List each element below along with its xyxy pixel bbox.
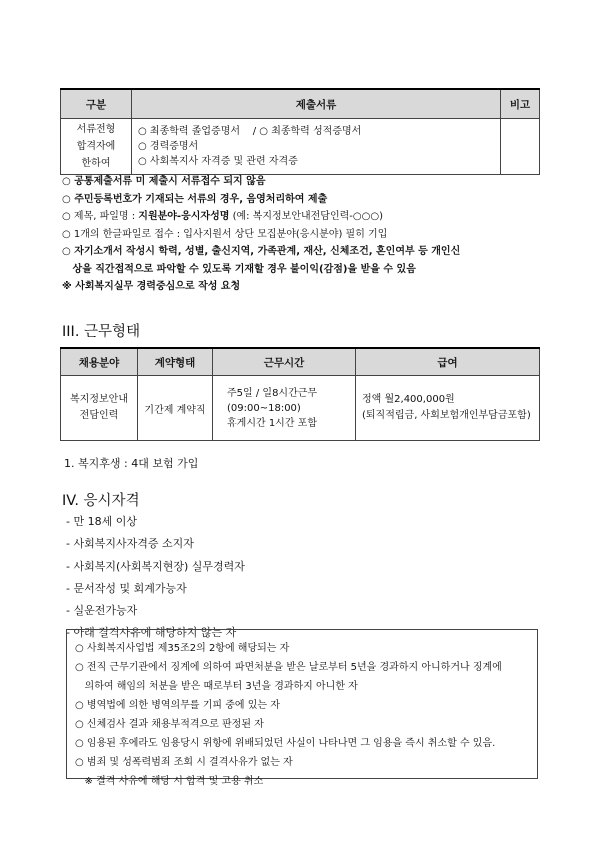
category-line: 서류전형: [76, 124, 116, 135]
pay-line: 정액 월2,400,000원: [362, 394, 455, 405]
note-line: ○ 주민등록번호가 기재되는 서류의 경우, 음영처리하여 제출: [62, 193, 328, 205]
note-text: (예: 복지정보안내전담인력-○○○): [229, 211, 383, 222]
disqualification-list: [75, 639, 502, 791]
doc-line: ○ 경력증명서: [138, 141, 199, 152]
remarks-cell: [501, 119, 540, 175]
list-item: ○ 병역법에 의한 병역의무를 기피 중에 있는 자: [75, 700, 280, 711]
header-category: 구분: [61, 89, 132, 119]
note-bold-text: 지원분야-응시자성명: [138, 211, 230, 222]
pay-cell: [356, 376, 540, 441]
category-line: 합격자에: [76, 141, 116, 152]
documents-cell: [132, 119, 501, 175]
work-type-table: [60, 347, 540, 441]
submission-notes: [62, 173, 542, 296]
list-item: - 만 18세 이상: [66, 515, 137, 528]
disqualification-box: [66, 629, 538, 787]
field-line: 전담인력: [79, 410, 119, 421]
category-line: 한하여: [81, 158, 111, 169]
note-line: 상을 직간접적으로 파악할 수 있도록 기재할 경우 불이익(감점)을 받을 수 있음: [62, 263, 416, 275]
list-item: ○ 신체검사 결과 채용부적격으로 판정된 자: [75, 719, 264, 730]
header-documents: 제출서류: [132, 89, 501, 119]
pay-line: (퇴직적립금, 사회보험개인부담금포함): [362, 410, 531, 421]
contract-cell: 기간제 계약직: [138, 376, 213, 441]
section-title-qualifications: IV. 응시자격: [62, 493, 140, 509]
doc-line: ○ 최종학력 졸업증명서 / ○ 최종학력 성적증명서: [138, 126, 362, 137]
list-item: ○ 전직 근무기관에서 징계에 의하여 파면처분을 받은 날로부터 5년을 경과하지 아니하거나 징계에: [75, 662, 502, 673]
note-line: [62, 208, 542, 226]
list-item: ○ 사회복지사업법 제35조2의 2항에 해당되는 자: [75, 643, 290, 654]
list-item: ○ 범죄 및 성폭력범죄 조회 시 결격사유가 없는 자: [75, 757, 293, 768]
benefit-line: 1. 복지후생 : 4대 보험 가입: [64, 457, 199, 470]
section-title-work-type: III. 근무형태: [62, 324, 141, 340]
list-item: 의하여 해임의 처분을 받은 때로부터 3년을 경과하지 아니한 자: [75, 681, 358, 692]
hours-cell: [213, 376, 356, 441]
note-line: ※ 사회복지실무 경력중심으로 작성 요청: [62, 281, 241, 292]
table-row: [61, 119, 540, 175]
table-header-row: [61, 348, 540, 376]
header-contract: 계약형태: [138, 348, 213, 376]
doc-line: ○ 사회복지사 자격증 및 관련 자격증: [138, 156, 298, 167]
hours-line: (09:00~18:00): [227, 402, 301, 414]
table-row: [61, 376, 540, 441]
field-line: 복지정보안내: [70, 394, 128, 405]
note-line: ○ 1개의 한글파일로 접수 : 입사지원서 상단 모집분야(응시분야) 필히 기입: [62, 228, 388, 240]
category-cell: [61, 119, 132, 175]
qualification-list: [66, 511, 245, 645]
list-item: - 문서작성 및 회계가능자: [66, 581, 187, 595]
list-item: - 사회복지사자격증 소지자: [66, 537, 194, 551]
note-line: ○ 공통제출서류 미 제출시 서류접수 되지 않음: [62, 176, 266, 187]
list-item: ○ 임용된 후에라도 임용당시 위항에 위배되었던 사실이 나타나면 그 임용을 즉시 취소할 수 있음.: [75, 738, 496, 749]
header-pay: 급여: [356, 348, 540, 376]
submit-docs-table: [60, 88, 540, 175]
header-field: 채용분야: [61, 348, 138, 376]
hours-line: 주5일 / 일8시간근무: [227, 387, 318, 399]
table-header-row: [61, 89, 540, 119]
list-item: - 실운전가능자: [66, 604, 138, 618]
header-remarks: 비고: [501, 89, 540, 119]
list-item: - 아래 결격사유에 해당하지 않는 자: [66, 626, 237, 640]
header-hours: 근무시간: [213, 348, 356, 376]
field-cell: [61, 376, 138, 441]
list-item: - 사회복지(사회복지현장) 실무경력자: [66, 559, 245, 573]
hours-line: 휴게시간 1시간 포함: [227, 417, 317, 429]
note-text: ○ 제목, 파일명 :: [62, 211, 139, 222]
note-line: ○ 자기소개서 작성시 학력, 성별, 출신지역, 가족관계, 재산, 신체조건, 혼인여부 등 개인신: [62, 246, 461, 257]
list-item: ※ 결격 사유에 해당 시 합격 및 고용 취소: [75, 776, 264, 787]
